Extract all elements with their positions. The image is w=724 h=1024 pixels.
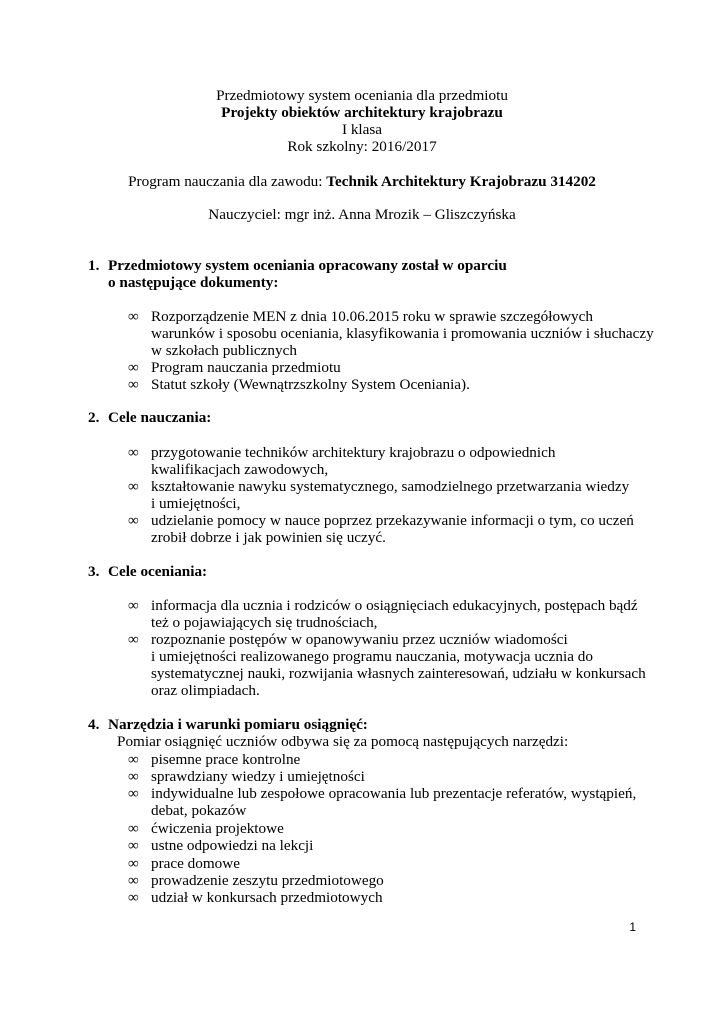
doc-subject-title: Projekty obiektów architektury krajobrazu: [221, 104, 503, 121]
list-item: oraz olimpiadach.: [151, 682, 260, 699]
list-item: udzielanie pomocy w nauce poprzez przekazywanie informacji o tym, co uczeń: [151, 512, 634, 529]
list-item: informacja dla ucznia i rodziców o osiągnięciach edukacyjnych, postępach bądź: [151, 597, 638, 614]
list-item: kształtowanie nawyku systematycznego, samodzielnego przetwarzania wiedzy: [151, 478, 630, 495]
infinity-bullet-icon: ∞: [128, 376, 139, 393]
list-item: i umiejętności,: [151, 495, 241, 512]
list-item: kwalifikacjach zawodowych,: [151, 461, 329, 478]
infinity-bullet-icon: ∞: [128, 597, 139, 614]
section-intro: Pomiar osiągnięć uczniów odbywa się za pomocą następujących narzędzi:: [117, 733, 569, 750]
list-item: ćwiczenia projektowe: [151, 820, 284, 837]
list-item: prowadzenie zeszytu przedmiotowego: [151, 872, 384, 889]
doc-title-line1: Przedmiotowy system oceniania dla przedmiotu: [216, 87, 508, 104]
section-title: Cele oceniania:: [108, 563, 208, 580]
infinity-bullet-icon: ∞: [128, 631, 139, 648]
program-label: Program nauczania dla zawodu:: [128, 173, 327, 190]
doc-class: I klasa: [341, 121, 383, 138]
list-item: debat, pokazów: [151, 802, 247, 819]
list-item: Program nauczania przedmiotu: [151, 359, 341, 376]
list-item: też o pojawiających się trudnościach,: [151, 614, 378, 631]
infinity-bullet-icon: ∞: [128, 308, 139, 325]
list-item: indywidualne lub zespołowe opracowania lub prezentacje referatów, wystąpień,: [151, 785, 637, 802]
infinity-bullet-icon: ∞: [128, 889, 139, 906]
section-title: Cele nauczania:: [108, 409, 212, 426]
list-item: systematycznej nauki, rozwijania własnych zainteresowań, udziału w konkursach: [151, 665, 646, 682]
list-item: ustne odpowiedzi na lekcji: [151, 837, 314, 854]
list-item: sprawdziany wiedzy i umiejętności: [151, 768, 365, 785]
list-item: przygotowanie techników architektury krajobrazu o odpowiednich: [151, 444, 556, 461]
section-title: Narzędzia i warunki pomiaru osiągnięć:: [108, 716, 368, 733]
list-item: prace domowe: [151, 855, 240, 872]
infinity-bullet-icon: ∞: [128, 872, 139, 889]
list-item: w szkołach publicznych: [151, 342, 297, 359]
infinity-bullet-icon: ∞: [128, 785, 139, 802]
infinity-bullet-icon: ∞: [128, 837, 139, 854]
list-item: i umiejętności realizowanego programu nauczania, motywacja ucznia do: [151, 648, 593, 665]
program-value: Technik Architektury Krajobrazu 314202: [326, 173, 596, 190]
list-item: udział w konkursach przedmiotowych: [151, 889, 383, 906]
section-number: 2.: [88, 409, 100, 426]
infinity-bullet-icon: ∞: [128, 820, 139, 837]
infinity-bullet-icon: ∞: [128, 444, 139, 461]
infinity-bullet-icon: ∞: [128, 751, 139, 768]
infinity-bullet-icon: ∞: [128, 359, 139, 376]
section-title: o następujące dokumenty:: [108, 274, 279, 291]
list-item: zrobił dobrze i jak powinien się uczyć.: [151, 529, 386, 546]
list-item: warunków i sposobu oceniania, klasyfikowania i promowania uczniów i słuchaczy: [151, 325, 654, 342]
program-line: [0, 173, 724, 190]
section-number: 4.: [88, 716, 100, 733]
list-item: pisemne prace kontrolne: [151, 751, 301, 768]
teacher-line: Nauczyciel: mgr inż. Anna Mrozik – Gliszczyńska: [208, 206, 516, 223]
section-title: Przedmiotowy system oceniania opracowany został w oparciu: [108, 257, 507, 274]
section-number: 1.: [88, 257, 100, 274]
infinity-bullet-icon: ∞: [128, 512, 139, 529]
infinity-bullet-icon: ∞: [128, 768, 139, 785]
list-item: rozpoznanie postępów w opanowywaniu przez uczniów wiadomości: [151, 631, 568, 648]
section-number: 3.: [88, 563, 100, 580]
infinity-bullet-icon: ∞: [128, 478, 139, 495]
list-item: Rozporządzenie MEN z dnia 10.06.2015 roku w sprawie szczegółowych: [151, 308, 593, 325]
infinity-bullet-icon: ∞: [128, 855, 139, 872]
doc-school-year: Rok szkolny: 2016/2017: [287, 138, 437, 155]
page-number: 1: [629, 920, 636, 934]
list-item: Statut szkoły (Wewnątrzszkolny System Oceniania).: [151, 376, 470, 393]
